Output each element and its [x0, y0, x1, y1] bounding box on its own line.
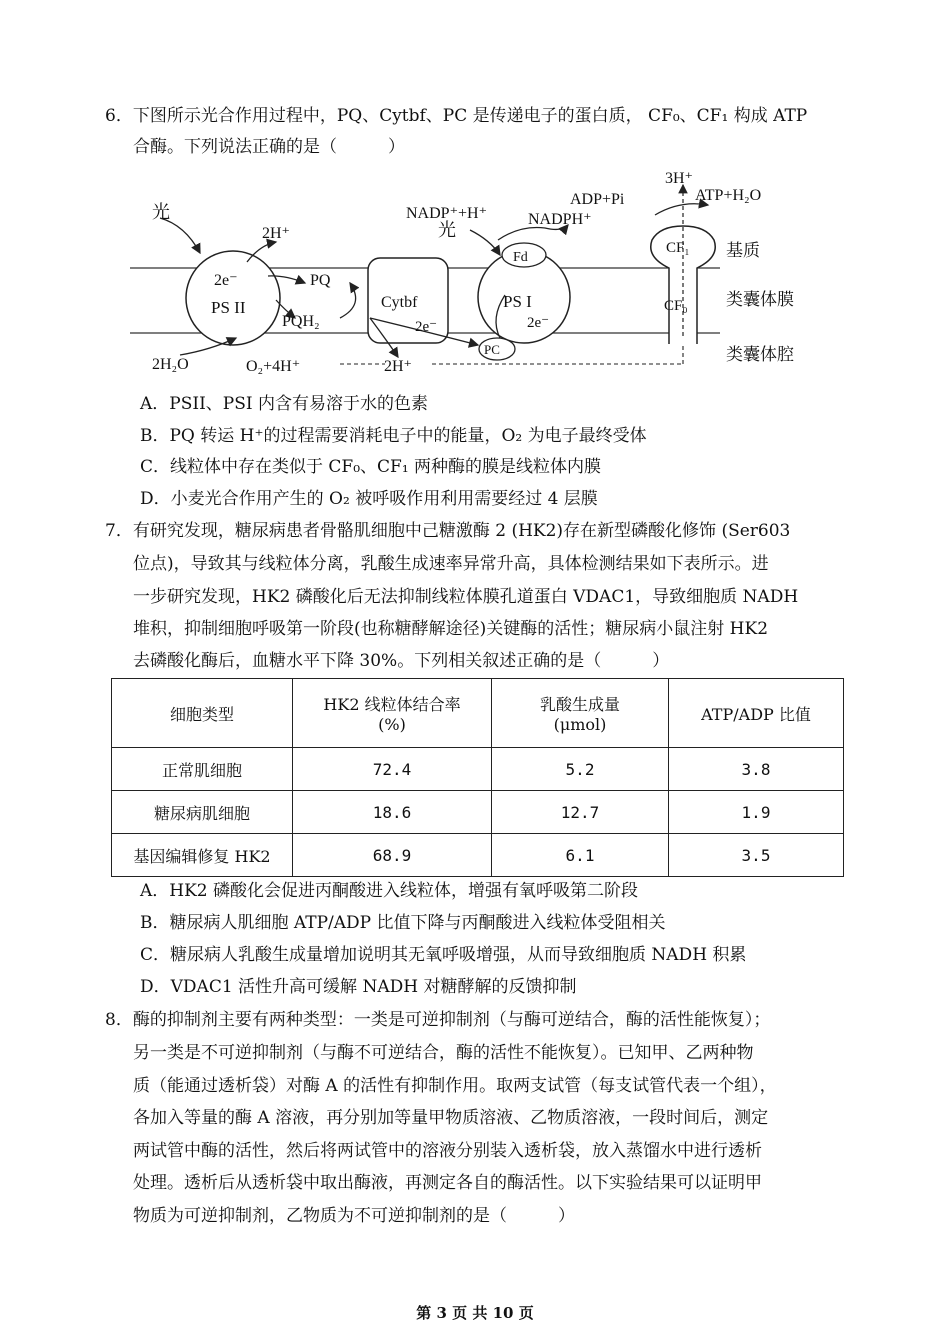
ps1-label: PS I	[503, 292, 532, 311]
table-row: 基因编辑修复 HK2 68.9 6.1 3.5	[112, 834, 844, 877]
photosynthesis-diagram	[0, 160, 950, 380]
table-row: 糖尿病肌细胞 18.6 12.7 1.9	[112, 791, 844, 834]
header-cell-lactate: 乳酸生成量 (μmol)	[492, 679, 669, 748]
h2o-label: 2H₂O	[152, 356, 189, 373]
q6-stem-line1: 6．下图所示光合作用过程中，PQ、Cytbf、PC 是传递电子的蛋白质， CF₀、CF₁ 构成 ATP	[105, 106, 808, 126]
light-left-label: 光	[152, 202, 170, 222]
nadph-label: NADPH⁺	[528, 211, 592, 228]
light-right-label: 光	[438, 220, 456, 240]
atp-label: ATP+H₂O	[695, 187, 762, 204]
e-ps2-label: 2e⁻	[214, 272, 238, 289]
q7-option-c: C．糖尿病人乳酸生成量增加说明其无氧呼吸增强，从而导致细胞质 NADH 积累	[140, 945, 747, 965]
q6-stem-line2: 合酶。下列说法正确的是（ ）	[133, 137, 405, 157]
q7-option-d: D．VDAC1 活性升高可缓解 NADH 对糖酵解的反馈抑制	[140, 977, 577, 997]
q8-stem-line4: 各加入等量的酶 A 溶液，再分别加等量甲物质溶液、乙物质溶液，一段时间后，测定	[133, 1108, 769, 1128]
h-top-label: 2H⁺	[262, 225, 290, 242]
ps2-label: PS II	[211, 298, 246, 317]
pc-label: PC	[484, 342, 500, 357]
h3-label: 3H⁺	[665, 170, 693, 187]
membrane-label: 类囊体膜	[726, 290, 794, 309]
q7-stem-line5: 去磷酸化酶后，血糖水平下降 30%。下列相关叙述正确的是（ ）	[133, 651, 670, 671]
q7-stem-line3: 一步研究发现，HK2 磷酸化后无法抑制线粒体膜孔道蛋白 VDAC1，导致细胞质 NADH	[133, 587, 799, 607]
pqh2-label: PQH₂	[282, 313, 320, 330]
cf0-label: CF₀	[664, 298, 688, 314]
q7-stem-line1: 7．有研究发现，糖尿病患者骨骼肌细胞中己糖激酶 2 (HK2)存在新型磷酸化修饰 (Ser603	[105, 521, 791, 541]
e-ps1-label: 2e⁻	[527, 315, 550, 331]
q8-stem-line5: 两试管中酶的活性，然后将两试管中的溶液分别装入透析袋，放入蒸馏水中进行透析	[133, 1141, 762, 1161]
hk2-data-table	[111, 678, 844, 877]
q6-option-d: D．小麦光合作用产生的 O₂ 被呼吸作用利用需要经过 4 层膜	[140, 489, 598, 509]
q6-option-c: C．线粒体中存在类似于 CF₀、CF₁ 两种酶的膜是线粒体内膜	[140, 457, 602, 477]
q8-stem-line2: 另一类是不可逆抑制剂（与酶不可逆结合，酶的活性不能恢复）。已知甲、乙两种物	[133, 1043, 754, 1063]
header-cell-binding: HK2 线粒体结合率 (%)	[293, 679, 492, 748]
table-row: 正常肌细胞 72.4 5.2 3.8	[112, 748, 844, 791]
o2-label: O₂+4H⁺	[246, 358, 301, 375]
cf1-label: CF₁	[666, 240, 690, 256]
e-cyt-label: 2e⁻	[415, 319, 438, 335]
header-cell-type: 细胞类型	[112, 679, 293, 748]
q7-stem-line2: 位点)，导致其与线粒体分离，乳酸生成速率异常升高，具体检测结果如下表所示。进	[133, 554, 769, 574]
matrix-label: 基质	[726, 241, 760, 260]
header-cell-ratio: ATP/ADP 比值	[669, 679, 844, 748]
q7-option-b: B．糖尿病人肌细胞 ATP/ADP 比值下降与丙酮酸进入线粒体受阻相关	[140, 913, 666, 933]
lumen-label: 类囊体腔	[726, 345, 794, 364]
adp-label: ADP+Pi	[570, 191, 625, 208]
q6-option-b: B．PQ 转运 H⁺的过程需要消耗电子中的能量，O₂ 为电子最终受体	[140, 426, 647, 446]
nadp-label: NADP⁺+H⁺	[406, 205, 488, 222]
h-lumen-label: 2H⁺	[384, 358, 412, 375]
pq-label: PQ	[310, 272, 331, 289]
q7-stem-line4: 堆积，抑制细胞呼吸第一阶段(也称糖酵解途径)关键酶的活性；糖尿病小鼠注射 HK2	[133, 619, 769, 639]
cytbf-label: Cytbf	[381, 294, 418, 311]
fd-label: Fd	[513, 250, 528, 265]
q8-stem-line7: 物质为可逆抑制剂，乙物质为不可逆抑制剂的是（ ）	[133, 1206, 575, 1226]
table-header-row	[112, 679, 844, 748]
q8-stem-line1: 8．酶的抑制剂主要有两种类型：一类是可逆抑制剂（与酶可逆结合，酶的活性能恢复）；	[105, 1010, 771, 1030]
page-footer: 第 3 页 共 10 页	[416, 1304, 534, 1322]
q8-stem-line6: 处理。透析后从透析袋中取出酶液，再测定各自的酶活性。以下实验结果可以证明甲	[133, 1173, 762, 1193]
q7-option-a: A．HK2 磷酸化会促进丙酮酸进入线粒体，增强有氧呼吸第二阶段	[140, 881, 639, 901]
q8-stem-line3: 质（能通过透析袋）对酶 A 的活性有抑制作用。取两支试管（每支试管代表一个组），	[133, 1076, 777, 1096]
q6-option-a: A．PSII、PSI 内含有易溶于水的色素	[140, 394, 428, 414]
